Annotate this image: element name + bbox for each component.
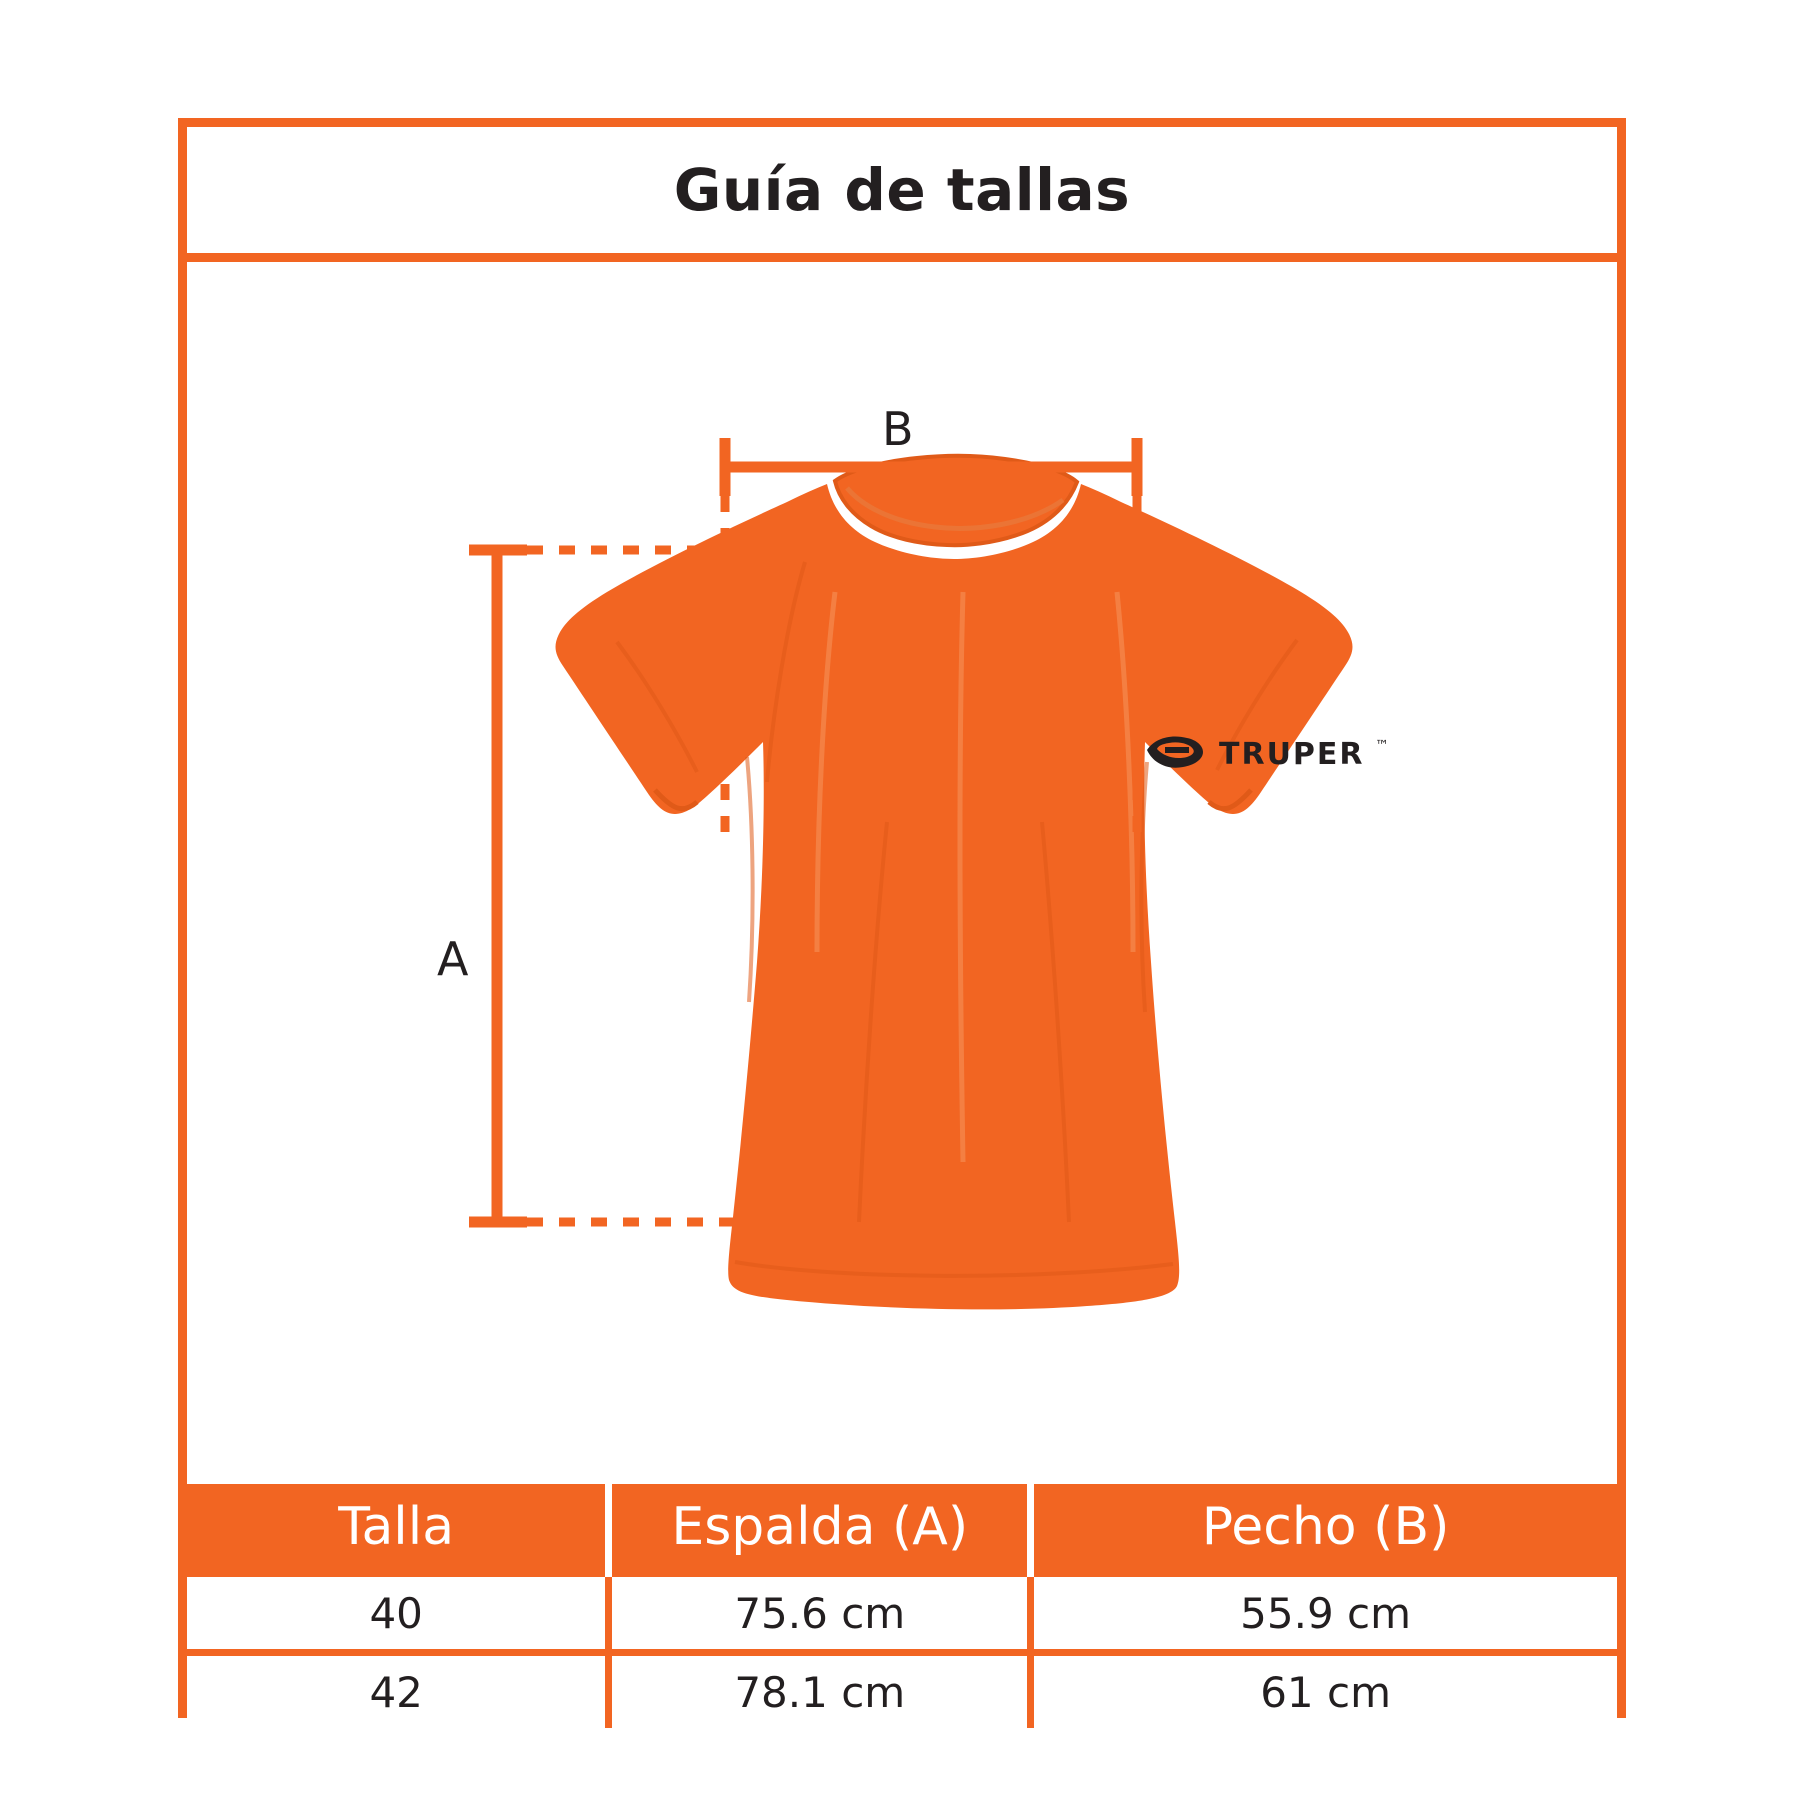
cell-espalda: 78.1 cm [609,1653,1031,1729]
svg-text:™: ™ [1375,738,1389,754]
column-header-talla: Talla [187,1484,609,1574]
size-table-wrapper [187,1484,1617,1717]
tshirt-graphic [556,456,1353,1310]
cell-espalda: 75.6 cm [609,1574,1031,1653]
dimension-label-b: B [882,402,914,456]
cell-talla: 42 [187,1653,609,1729]
column-header-espalda: Espalda (A) [609,1484,1031,1574]
column-header-pecho: Pecho (B) [1031,1484,1617,1574]
shirt-diagram [187,262,1617,1502]
size-table [187,1484,1617,1728]
page-title: Guía de tallas [673,156,1131,224]
dimension-label-a: A [437,932,469,986]
svg-text:TRUPER: TRUPER [1219,737,1365,772]
table-header-row [187,1484,1617,1574]
cell-pecho: 55.9 cm [1031,1574,1617,1653]
table-row [187,1653,1617,1729]
table-row [187,1574,1617,1653]
title-bar [187,127,1617,262]
size-guide-card [178,118,1626,1718]
cell-talla: 40 [187,1574,609,1653]
cell-pecho: 61 cm [1031,1653,1617,1729]
